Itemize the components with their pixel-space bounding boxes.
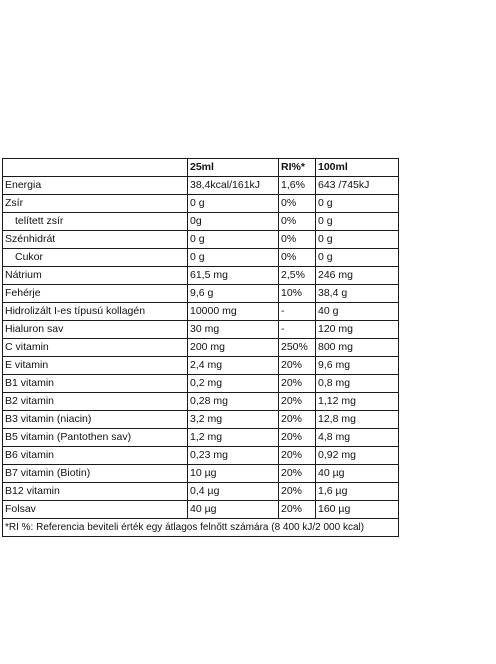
nutrition-table-container [2, 158, 398, 537]
table-row [3, 501, 399, 519]
ri-percent-cell: 0% [279, 213, 316, 231]
ri-percent-cell: 250% [279, 339, 316, 357]
table-row [3, 213, 399, 231]
table-row [3, 303, 399, 321]
ri-percent-cell: 20% [279, 375, 316, 393]
value-25ml-cell: 0g [188, 213, 279, 231]
value-100ml-cell: 1,6 µg [316, 483, 399, 501]
header-cell-100ml: 100ml [316, 159, 399, 177]
value-25ml-cell: 0,2 mg [188, 375, 279, 393]
value-100ml-cell: 0 g [316, 213, 399, 231]
header-cell-ri: RI%* [279, 159, 316, 177]
ri-percent-cell: 0% [279, 249, 316, 267]
table-row [3, 195, 399, 213]
value-100ml-cell: 0,92 mg [316, 447, 399, 465]
table-row [3, 375, 399, 393]
table-row [3, 465, 399, 483]
value-25ml-cell: 200 mg [188, 339, 279, 357]
nutrient-name-cell: B2 vitamin [3, 393, 188, 411]
value-25ml-cell: 0 g [188, 249, 279, 267]
table-header-row [3, 159, 399, 177]
value-25ml-cell: 1,2 mg [188, 429, 279, 447]
nutrient-name-cell: Zsír [3, 195, 188, 213]
footnote-row [3, 519, 399, 537]
value-100ml-cell: 9,6 mg [316, 357, 399, 375]
table-row [3, 267, 399, 285]
nutrient-name-cell: telített zsír [3, 213, 188, 231]
nutrient-name-cell: Energia [3, 177, 188, 195]
value-25ml-cell: 30 mg [188, 321, 279, 339]
nutrient-name-cell: Hidrolizált I-es típusú kollagén [3, 303, 188, 321]
nutrient-name-cell: Nátrium [3, 267, 188, 285]
value-100ml-cell: 12,8 mg [316, 411, 399, 429]
nutrient-name-cell: B6 vitamin [3, 447, 188, 465]
value-100ml-cell: 40 g [316, 303, 399, 321]
value-25ml-cell: 40 µg [188, 501, 279, 519]
value-100ml-cell: 0,8 mg [316, 375, 399, 393]
value-100ml-cell: 0 g [316, 249, 399, 267]
nutrient-name-cell: Szénhidrát [3, 231, 188, 249]
value-100ml-cell: 0 g [316, 231, 399, 249]
value-25ml-cell: 38,4kcal/161kJ [188, 177, 279, 195]
table-row [3, 483, 399, 501]
value-100ml-cell: 1,12 mg [316, 393, 399, 411]
value-100ml-cell: 800 mg [316, 339, 399, 357]
table-row [3, 339, 399, 357]
value-25ml-cell: 10 µg [188, 465, 279, 483]
ri-percent-cell: 20% [279, 501, 316, 519]
nutrient-name-cell: Fehérje [3, 285, 188, 303]
value-25ml-cell: 3,2 mg [188, 411, 279, 429]
value-25ml-cell: 0,23 mg [188, 447, 279, 465]
value-25ml-cell: 0,4 µg [188, 483, 279, 501]
value-25ml-cell: 2,4 mg [188, 357, 279, 375]
value-100ml-cell: 120 mg [316, 321, 399, 339]
nutrient-name-cell: B5 vitamin (Pantothen sav) [3, 429, 188, 447]
value-100ml-cell: 38,4 g [316, 285, 399, 303]
table-row [3, 411, 399, 429]
nutrient-name-cell: Folsav [3, 501, 188, 519]
ri-percent-cell: 20% [279, 447, 316, 465]
table-row [3, 393, 399, 411]
nutrient-name-cell: E vitamin [3, 357, 188, 375]
nutrient-name-cell: B7 vitamin (Biotin) [3, 465, 188, 483]
value-100ml-cell: 643 /745kJ [316, 177, 399, 195]
table-row [3, 177, 399, 195]
ri-percent-cell: 1,6% [279, 177, 316, 195]
nutrient-name-cell: C vitamin [3, 339, 188, 357]
nutrient-name-cell: B12 vitamin [3, 483, 188, 501]
ri-percent-cell: 0% [279, 231, 316, 249]
header-cell-name [3, 159, 188, 177]
value-25ml-cell: 61,5 mg [188, 267, 279, 285]
nutrient-name-cell: Hialuron sav [3, 321, 188, 339]
nutrient-name-cell: B1 vitamin [3, 375, 188, 393]
value-25ml-cell: 0,28 mg [188, 393, 279, 411]
value-25ml-cell: 9,6 g [188, 285, 279, 303]
footnote-text: *RI %: Referencia beviteli érték egy átlagos felnőtt számára (8 400 kJ/2 000 kcal) [3, 519, 399, 537]
value-100ml-cell: 0 g [316, 195, 399, 213]
table-row [3, 447, 399, 465]
value-100ml-cell: 4,8 mg [316, 429, 399, 447]
ri-percent-cell: 10% [279, 285, 316, 303]
ri-percent-cell: 0% [279, 195, 316, 213]
nutrition-table [2, 158, 399, 537]
value-25ml-cell: 10000 mg [188, 303, 279, 321]
nutrient-name-cell: Cukor [3, 249, 188, 267]
nutrition-table-body [3, 177, 399, 519]
table-row [3, 249, 399, 267]
ri-percent-cell: 20% [279, 393, 316, 411]
ri-percent-cell: 20% [279, 465, 316, 483]
table-row [3, 285, 399, 303]
table-row [3, 231, 399, 249]
value-100ml-cell: 40 µg [316, 465, 399, 483]
nutrient-name-cell: B3 vitamin (niacin) [3, 411, 188, 429]
table-row [3, 321, 399, 339]
ri-percent-cell: 20% [279, 357, 316, 375]
value-25ml-cell: 0 g [188, 195, 279, 213]
ri-percent-cell: - [279, 321, 316, 339]
value-100ml-cell: 246 mg [316, 267, 399, 285]
header-cell-25ml: 25ml [188, 159, 279, 177]
value-25ml-cell: 0 g [188, 231, 279, 249]
ri-percent-cell: 20% [279, 411, 316, 429]
ri-percent-cell: 20% [279, 429, 316, 447]
table-row [3, 429, 399, 447]
table-row [3, 357, 399, 375]
ri-percent-cell: 20% [279, 483, 316, 501]
ri-percent-cell: - [279, 303, 316, 321]
value-100ml-cell: 160 µg [316, 501, 399, 519]
ri-percent-cell: 2,5% [279, 267, 316, 285]
